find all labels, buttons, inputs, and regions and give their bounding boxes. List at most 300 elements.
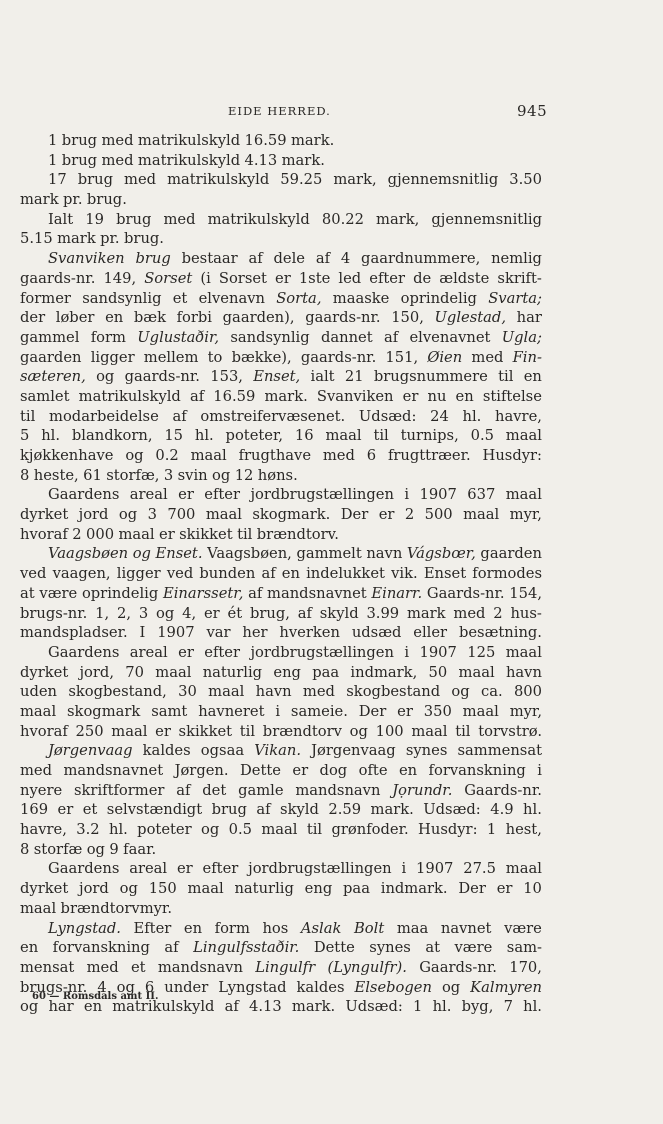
text-line (20, 505, 542, 525)
text-line (20, 761, 542, 781)
italic-word: og (132, 545, 151, 563)
word: maal (261, 821, 298, 839)
word: med (101, 132, 134, 149)
word: 8 (20, 466, 30, 484)
word: uden (20, 683, 58, 701)
word: 100 (375, 722, 404, 740)
word: matrikulskyld (137, 132, 241, 149)
word: er (155, 722, 171, 740)
word: gammel (20, 328, 80, 346)
word: I (139, 624, 146, 642)
text-line (20, 702, 542, 722)
word: ca. (480, 683, 503, 701)
word: maal (20, 702, 57, 720)
word: omstreifervæsenet. (200, 407, 346, 425)
word: og (451, 683, 470, 701)
word: areal (129, 486, 168, 504)
text-line (20, 190, 542, 210)
italic-word: Jørgenvaag (48, 742, 133, 760)
word: poteter, (225, 427, 284, 445)
text-line (20, 879, 542, 899)
word: mensat (20, 958, 75, 976)
word: et (130, 958, 146, 976)
word: maal (208, 683, 245, 701)
word: 000 (86, 525, 115, 543)
word: mark. (291, 998, 336, 1016)
word: og (441, 978, 461, 996)
word: af (248, 584, 263, 602)
word: 4.13 (244, 151, 278, 169)
word: indmark. (380, 880, 448, 898)
italic-word: Einarssetr, (162, 584, 244, 602)
word: jordbrugstællingen (250, 643, 394, 661)
word: brug (77, 171, 114, 189)
word: Der (358, 702, 387, 720)
word: 3 (138, 604, 149, 622)
word: 800 (513, 683, 542, 701)
text-line (20, 938, 542, 958)
italic-word: Uglustaðir, (137, 328, 220, 346)
word: 59.25 (280, 171, 323, 189)
italic-word: brug (135, 250, 171, 268)
text-line (20, 584, 542, 604)
word: 16.59 (213, 387, 256, 405)
text-line (20, 249, 542, 269)
word: maal (325, 427, 362, 445)
word: Husdyr: (418, 821, 478, 839)
word: hos (262, 919, 289, 937)
word: 1, (95, 604, 110, 622)
word: jord, (79, 663, 114, 681)
word: af (224, 998, 239, 1016)
word: af (189, 387, 205, 405)
word: eng (304, 880, 333, 898)
word: i (275, 702, 281, 720)
word: og (349, 722, 368, 740)
word: 6 (144, 978, 155, 996)
word: besætning. (458, 624, 542, 642)
text-line (20, 623, 542, 643)
word: til (306, 821, 323, 839)
word: maal (118, 525, 155, 543)
word: mark (20, 191, 59, 209)
word: mark, (376, 210, 420, 228)
word: form (214, 919, 250, 937)
word: med (471, 348, 504, 366)
italic-word: Vikan. (254, 742, 302, 760)
word: skikket (178, 722, 233, 740)
word: 153, (210, 368, 243, 386)
word: 700 (167, 506, 196, 524)
word: ældste (439, 269, 490, 287)
word: 2, (117, 604, 132, 622)
word: 1 (486, 821, 497, 839)
word: 24 (430, 407, 449, 425)
word: 500 (424, 506, 453, 524)
word: med (163, 210, 196, 228)
text-line (20, 308, 542, 328)
word: og (125, 447, 144, 464)
word: mark, (333, 171, 377, 189)
text-line (20, 151, 542, 171)
word: og (86, 840, 105, 858)
word: Enset (423, 565, 467, 583)
italic-word: Lingulfsstaðir. (193, 939, 300, 957)
word: en (183, 919, 203, 937)
word: skrift- (497, 269, 542, 287)
text-line (20, 958, 542, 978)
word: skriftformer (73, 781, 165, 799)
italic-word: Enset, (253, 368, 301, 386)
word: er (176, 860, 193, 878)
word: hvoraf (20, 525, 68, 543)
text-line (20, 525, 542, 545)
word: skyld (319, 604, 359, 622)
word: og (116, 978, 135, 996)
word: Gaards-nr. (464, 781, 542, 799)
word: dannet (320, 328, 373, 346)
word: 637 (467, 486, 496, 504)
word: med (453, 604, 486, 622)
word: paa (312, 663, 340, 681)
word: af (164, 939, 179, 957)
word: dog (319, 762, 348, 779)
italic-word: Øien (427, 348, 463, 366)
word: maal (20, 899, 57, 917)
italic-word: Vágsbœr, (406, 545, 476, 563)
word: 9 (109, 840, 119, 858)
word: matrikulskyld (112, 998, 215, 1016)
word: til (237, 525, 253, 543)
word: en (281, 565, 300, 583)
word: er (378, 506, 395, 524)
text-line (20, 269, 542, 289)
word: Gaardens (48, 486, 120, 504)
word: Gaards-nr. (426, 584, 505, 602)
text-line (20, 446, 542, 466)
word: brug (61, 132, 98, 149)
text-line (20, 328, 542, 348)
word: er (275, 269, 291, 287)
text-line (20, 741, 542, 761)
word: af (176, 781, 191, 799)
word: maa (396, 919, 429, 937)
word: og (96, 368, 115, 386)
word: maal (463, 506, 500, 524)
word: til (455, 722, 471, 740)
word: dyrket (20, 506, 69, 524)
word: ogsaa (200, 742, 245, 760)
text-line (20, 426, 542, 446)
word: med (86, 958, 119, 976)
word: i (404, 486, 410, 504)
word: maal (458, 663, 495, 681)
word: af (256, 801, 271, 819)
text-line (20, 229, 542, 249)
word: brug. (86, 191, 127, 209)
word: 150 (148, 880, 177, 898)
running-title: EIDE HERRED. (228, 104, 331, 118)
word: 30 (178, 683, 197, 701)
word: 3.99 (366, 604, 400, 622)
word: være (504, 919, 542, 937)
word: 21 (344, 368, 364, 386)
word: er (292, 762, 309, 779)
word: vaagen, (52, 565, 111, 583)
italic-word: Elsebogen (354, 978, 432, 996)
word: Husdyr: (482, 447, 542, 464)
word: mandsnavnet (267, 584, 367, 602)
word: 125 (467, 643, 496, 661)
word: hl. (432, 998, 452, 1016)
word: 16.59 (244, 132, 287, 149)
word: sammensat (457, 742, 542, 760)
word: maal (505, 643, 542, 661)
word: ligger (116, 565, 161, 583)
word: 1907 (157, 624, 195, 642)
word: turnips, (400, 427, 459, 445)
word: en (398, 762, 418, 779)
word: i (404, 643, 410, 661)
word: 5.15 (20, 230, 53, 248)
word: og (212, 466, 231, 484)
word: hvoraf (20, 722, 68, 740)
word: Jørgen. (174, 762, 229, 779)
word: 61 (83, 466, 102, 484)
running-header (0, 104, 663, 124)
word: Udsæd: (345, 998, 403, 1016)
word: sameie. (290, 702, 348, 720)
word: kjøkkenhave (20, 447, 114, 464)
word: mark (57, 230, 96, 248)
word: er (178, 643, 194, 661)
page-number: 945 (517, 102, 548, 120)
word: 4 (97, 978, 107, 996)
word: gaarden), (222, 309, 295, 327)
word: en (523, 368, 542, 386)
word: 1907 (419, 486, 457, 504)
word: af (315, 250, 331, 268)
word: nyere (20, 781, 63, 799)
word: svin (177, 466, 208, 484)
text-line (20, 485, 542, 505)
text-line (20, 722, 542, 742)
word: 149, (103, 269, 137, 287)
word: maal (205, 506, 242, 524)
word: er (57, 801, 74, 819)
word: 3 (147, 506, 157, 524)
word: havre, (20, 821, 67, 839)
word: elvenavnet (409, 328, 491, 346)
word: til (498, 368, 514, 386)
word: Gaards-nr. (419, 958, 497, 976)
word: hl. (462, 407, 482, 425)
word: gaards-nr. (300, 348, 377, 366)
word: og (118, 506, 138, 524)
word: eng (273, 663, 301, 681)
word: være (454, 939, 493, 957)
italic-word: Ugla; (501, 328, 542, 346)
word: og (20, 998, 39, 1016)
word: sandsynlig (82, 289, 162, 307)
word: Der (458, 880, 486, 898)
word: og (119, 880, 138, 898)
word: under (164, 978, 209, 996)
word: nemlig (491, 250, 542, 268)
word: eller (413, 624, 448, 642)
word: efter (369, 269, 406, 287)
word: former (20, 289, 71, 307)
word: indmark, (350, 663, 418, 681)
text-line (20, 387, 542, 407)
word: bæk (133, 309, 166, 327)
word: mandsnavnet (63, 762, 164, 779)
word: Udsæd: (423, 801, 481, 819)
word: Dette (313, 939, 355, 957)
word: 0.5 (228, 821, 252, 839)
word: Der (340, 506, 369, 524)
word: er (203, 604, 220, 622)
word: hl. (41, 427, 61, 445)
word: bunden (199, 565, 256, 583)
word: led (338, 269, 362, 287)
word: med (322, 447, 355, 464)
word: 1 (413, 998, 423, 1016)
word: storfæ (33, 840, 83, 858)
word: til (239, 722, 256, 740)
word: 5 (20, 427, 30, 445)
word: 4.9 (490, 801, 514, 819)
word: brugs-nr. (20, 978, 88, 996)
word: brændtorv (262, 722, 342, 740)
word: 1 (48, 132, 58, 149)
word: modarbeidelse (49, 407, 159, 425)
word: byg, (461, 998, 494, 1016)
word: forbi (176, 309, 213, 327)
text-line (20, 289, 542, 309)
word: matrikulskyld (167, 171, 270, 189)
word: grønfoder. (331, 821, 409, 839)
word: pr. (100, 230, 120, 248)
word: brændtorv. (256, 525, 339, 543)
word: ét (227, 604, 243, 622)
word: areal (129, 860, 168, 878)
word: gaarden (20, 348, 82, 366)
word: jord (79, 880, 109, 898)
word: mandsnavn (295, 781, 381, 799)
word: selvstændigt (106, 801, 203, 819)
word: Gaardens (48, 860, 120, 878)
word: synes (369, 939, 411, 957)
word: oprindelig (81, 584, 159, 602)
word: af (172, 407, 187, 425)
word: mark. (264, 387, 308, 405)
italic-word: Jọrundr. (392, 781, 453, 799)
italic-word: Vaagsbøen (48, 545, 129, 563)
word: gjennemsnitlig (431, 210, 542, 228)
word: mellem (143, 348, 199, 366)
word: brugsnummere (373, 368, 488, 386)
word: skogbestand, (68, 683, 167, 701)
word: havneret (198, 702, 265, 720)
word: areal (129, 643, 168, 661)
word: brug (116, 210, 152, 228)
word: 80.22 (321, 210, 364, 228)
word: at (20, 584, 35, 602)
word: brugs-nr. (20, 604, 88, 622)
italic-word: Fin- (512, 348, 542, 366)
word: udsæd (351, 624, 402, 642)
word: formodes (472, 565, 542, 583)
word: en (83, 998, 103, 1016)
word: skogmark. (252, 506, 331, 524)
italic-word: Kalmyren (470, 978, 542, 996)
word: hl. (523, 801, 542, 819)
word: 7 (503, 998, 513, 1016)
word: mark (406, 604, 446, 622)
word: pr. (63, 191, 83, 209)
word: maal (187, 880, 224, 898)
word: samt (151, 702, 188, 720)
word: mark. (281, 151, 325, 169)
word: maal (462, 702, 499, 720)
word: der (20, 309, 46, 327)
word: forvanskning (428, 762, 526, 779)
word: skogbestand (346, 683, 441, 701)
word: gaards-nr. (305, 309, 381, 327)
word: 151, (385, 348, 419, 366)
word: er (402, 387, 419, 405)
text-line (20, 348, 542, 368)
text-line (20, 604, 542, 624)
word: (i (200, 269, 211, 287)
word: gaardnummere, (361, 250, 481, 268)
word: 1907 (419, 643, 457, 661)
word: 1ste (298, 269, 331, 287)
word: og (156, 604, 175, 622)
word: med (101, 151, 134, 169)
text-line (20, 663, 542, 683)
word: det (202, 781, 227, 799)
text-line (20, 781, 542, 801)
word: Lyngstad (218, 978, 287, 996)
word: kaldes (142, 742, 191, 760)
word: to (207, 348, 223, 366)
italic-word: Aslak (300, 919, 342, 937)
word: ofte (358, 762, 388, 779)
word: navn (366, 545, 403, 563)
word: en (455, 387, 474, 405)
text-line (20, 643, 542, 663)
word: sam- (506, 939, 542, 957)
word: med (20, 762, 53, 779)
word: er (397, 702, 413, 720)
word: torvstrø. (478, 722, 542, 740)
word: oprindelig (400, 289, 477, 307)
word: et (172, 289, 188, 307)
word: 3.2 (76, 821, 100, 839)
word: er (178, 486, 194, 504)
word: navnet (440, 919, 492, 937)
word: en (105, 309, 124, 327)
word: til (20, 407, 36, 425)
word: 170, (509, 958, 542, 976)
word: en (20, 939, 39, 957)
word: ialt (310, 368, 335, 386)
word: Dette (239, 762, 281, 779)
word: 0.5 (470, 427, 494, 445)
word: faar. (123, 840, 157, 858)
